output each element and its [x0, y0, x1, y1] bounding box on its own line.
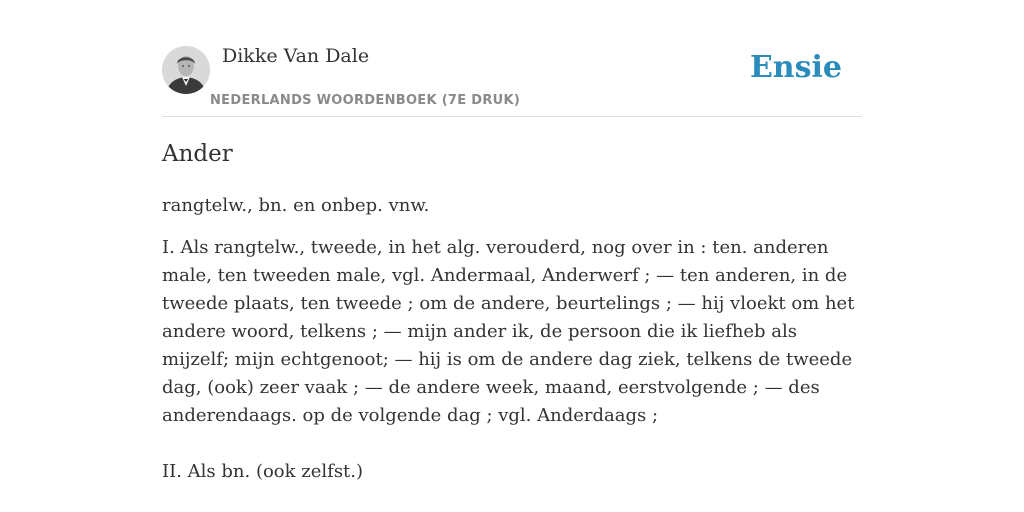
entry-header: [162, 44, 862, 117]
definition-sense-2: II. Als bn. (ook zelfst.): [162, 461, 364, 482]
part-of-speech: rangtelw., bn. en onbep. vnw.: [162, 195, 430, 216]
entry-content: [162, 138, 862, 486]
dictionary-source[interactable]: NEDERLANDS WOORDENBOEK (7E DRUK): [210, 93, 521, 108]
ensie-logo-link[interactable]: Ensie: [749, 50, 842, 85]
author-name[interactable]: Dikke Van Dale: [222, 45, 370, 67]
definition-sense-1: I. Als rangtelw., tweede, in het alg. verouderd, nog over in : ten. anderen male, ten tweeden male, vgl. Andermaal, Anderwerf ; — ten anderen, in de tweede plaats, ten tweede ; om de andere, beurtelings ; — hij vloekt om het andere woord, telkens ; — mijn ander ik, de persoon die ik liefheb als mijzelf; mijn echtgenoot; — hij is om de andere dag ziek, telkens de tweede dag, (ook) zeer vaak ; — de andere week, maand, eerstvolgende ; — des anderendaags. op de volgende dag ; vgl. Anderdaags ;: [162, 237, 855, 426]
portrait-icon: [162, 46, 210, 94]
entry-title: Ander: [162, 141, 233, 167]
author-avatar[interactable]: [162, 46, 210, 94]
